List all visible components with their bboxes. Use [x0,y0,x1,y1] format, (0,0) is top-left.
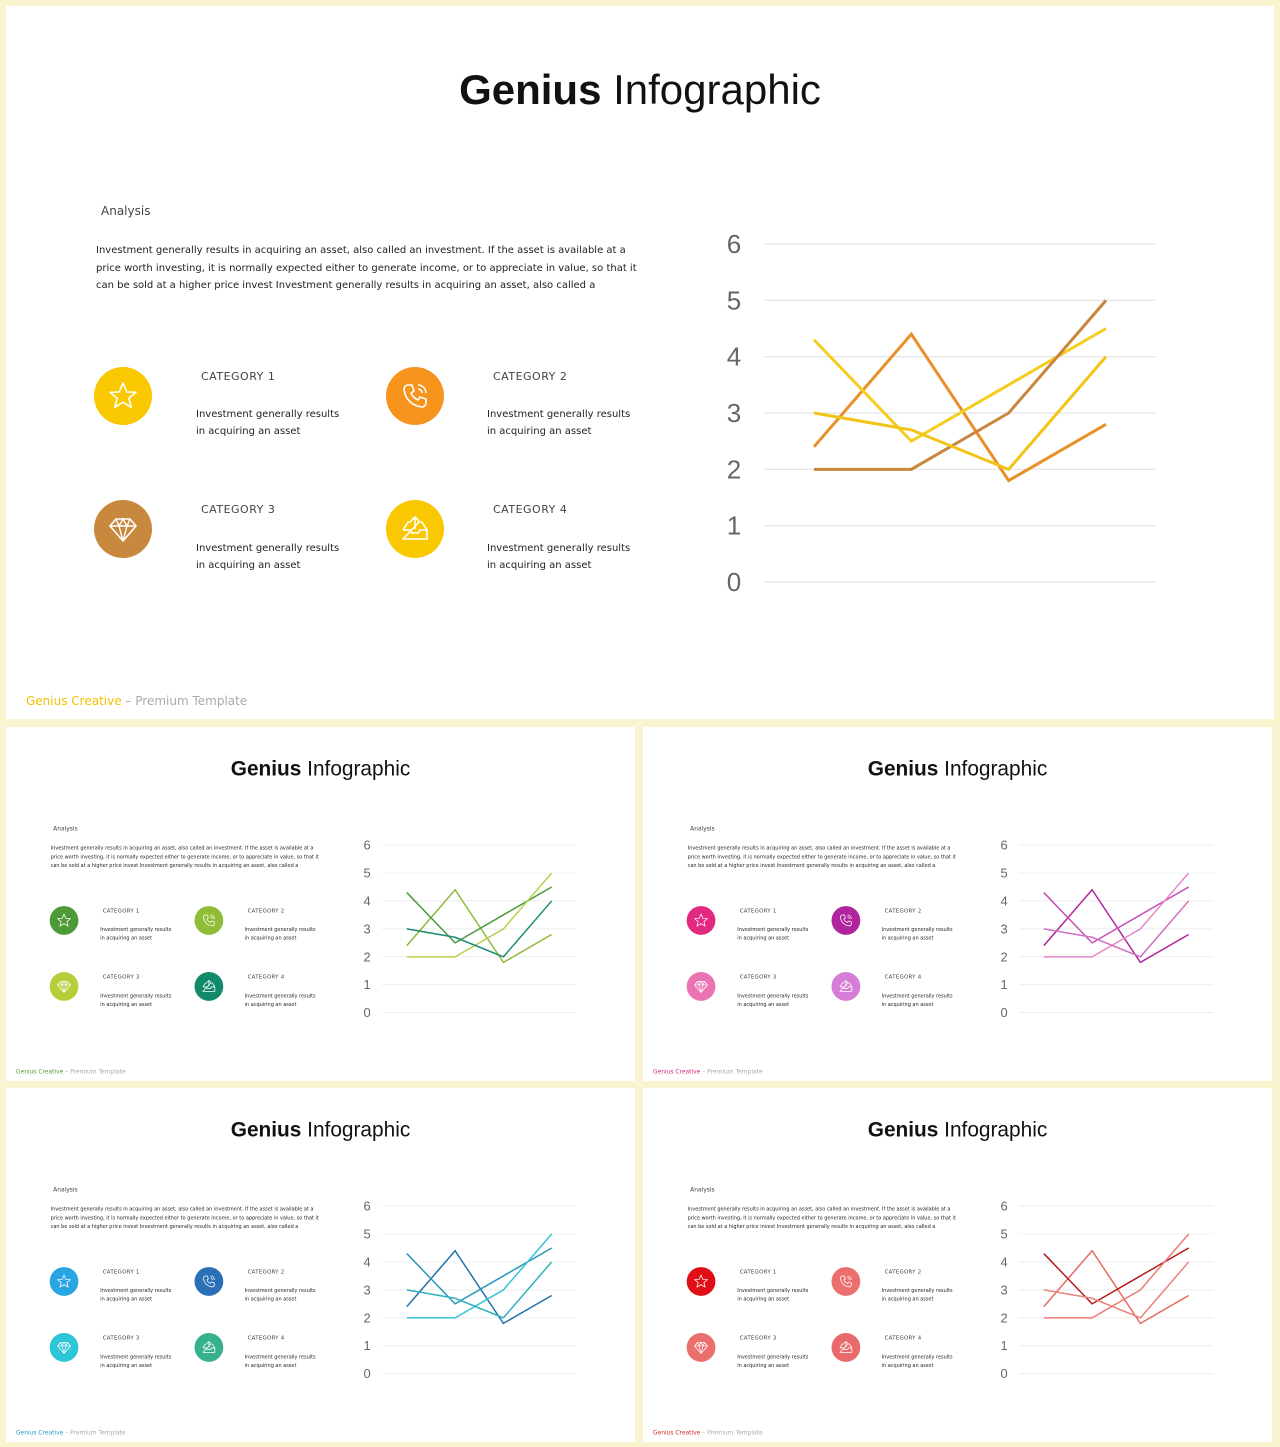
category-4-description: Investment generally results in acquiring an asset [881,993,953,1008]
y-tick-label: 1 [363,977,371,993]
footer [16,1429,126,1436]
title-bold: Genius [459,66,602,113]
footer-brand: Genius Creative [652,1429,701,1437]
y-tick-label: 6 [1000,837,1008,853]
category-4-description: Investment generally results in acquiring an asset [881,1354,953,1369]
y-tick-label: 1 [1000,977,1008,993]
category-4-description: Investment generally results in acquiring an asset [487,543,631,571]
y-tick-label: 0 [363,1005,371,1021]
title-bold: Genius [230,1117,302,1142]
y-tick-label: 0 [1000,1005,1008,1021]
y-tick-label: 5 [1000,865,1008,881]
category-3-description: Investment generally results in acquiring an asset [100,1354,172,1369]
footer [653,1068,763,1075]
category-4-label: CATEGORY 4 [884,973,922,980]
inbox-upload-icon [195,972,224,1001]
y-tick-label: 1 [1000,1338,1008,1354]
category-4-label: CATEGORY 4 [884,1334,922,1341]
category-1-description: Investment generally results in acquiring an asset [100,1287,172,1302]
slide-title [643,757,1272,781]
category-2-description: Investment generally results in acquiring an asset [244,926,316,941]
phone-icon [386,367,444,425]
y-tick-label: 4 [363,893,371,909]
category-1-description: Investment generally results in acquiring an asset [196,409,340,437]
footer-brand: Genius Creative [652,1068,701,1076]
title-bold: Genius [867,1117,939,1142]
y-tick-label: 3 [726,398,742,428]
category-2-description: Investment generally results in acquiring an asset [881,926,953,941]
category-4-label: CATEGORY 4 [247,973,285,980]
category-1-label: CATEGORY 1 [102,1268,140,1276]
category-3-label: CATEGORY 3 [739,973,777,980]
category-4-description: Investment generally results in acquiring an asset [244,1354,316,1369]
y-tick-label: 5 [363,865,371,881]
y-tick-label: 3 [1000,1282,1008,1298]
footer [16,1068,126,1075]
category-1-description: Investment generally results in acquiring an asset [737,1287,809,1302]
y-tick-label: 3 [363,1282,371,1298]
series-2-line [1044,1248,1189,1304]
category-2-description: Investment generally results in acquiring an asset [881,1287,953,1302]
analysis-paragraph: Investment generally results in acquiring an asset, also called an investment. If the asset is available at a price worth investing, it is normally expected either to generate income, or to appreciate in value, so that it can be sold at a higher price invest Investment generally results in acquiring an asset, also called a [687,1206,956,1230]
series-2-line [407,1248,552,1304]
footer-subtitle: Premium Template [70,1429,126,1437]
y-tick-label: 1 [363,1338,371,1354]
footer-brand: Genius Creative [26,694,122,708]
star-icon [50,906,79,935]
y-tick-label: 2 [363,1310,371,1326]
analysis-label: Analysis [53,1186,78,1194]
footer-brand: Genius Creative [15,1429,64,1437]
y-tick-label: 0 [726,567,742,597]
y-tick-label: 6 [726,229,742,259]
y-tick-label: 5 [363,1226,371,1242]
slide-magenta [643,727,1272,1081]
category-3-description: Investment generally results in acquiring an asset [737,1354,809,1369]
inbox-upload-icon [832,1333,861,1362]
category-4-description: Investment generally results in acquiring an asset [244,993,316,1008]
slide-title [6,66,1274,114]
footer-separator: – [63,1429,71,1437]
y-tick-label: 4 [363,1254,371,1270]
inbox-upload-icon [832,972,861,1001]
star-icon [687,906,716,935]
title-bold: Genius [867,756,939,781]
series-2-line [1044,887,1189,943]
category-3-description: Investment generally results in acquiring an asset [737,993,809,1008]
category-3-label: CATEGORY 3 [201,503,276,516]
y-tick-label: 3 [363,921,371,937]
diamond-icon [687,1333,716,1362]
title-bold: Genius [230,756,302,781]
category-1-label: CATEGORY 1 [739,1268,777,1276]
category-1-description: Investment generally results in acquiring an asset [100,926,172,941]
line-chart [706,226,1176,606]
category-3-label: CATEGORY 3 [102,1334,140,1341]
y-tick-label: 2 [1000,949,1008,965]
category-2-label: CATEGORY 2 [247,1268,285,1276]
analysis-paragraph: Investment generally results in acquiring an asset, also called an investment. If the asset is available at a price worth investing, it is normally expected either to generate income, or to appreciate in value, so that it can be sold at a higher price invest Investment generally results in acquiring an asset, also called a [50,845,319,869]
analysis-paragraph: Investment generally results in acquiring an asset, also called an investment. If the asset is available at a price worth investing, it is normally expected either to generate income, or to appreciate in value, so that it can be sold at a higher price invest Investment generally results in acquiring an asset, also called a [687,845,956,869]
slide-red [643,1088,1272,1442]
star-icon [50,1267,79,1296]
analysis-label: Analysis [690,1186,715,1194]
slide-green [6,727,635,1081]
slide-title [6,757,635,781]
line-chart [990,836,1223,1025]
y-tick-label: 1 [726,510,742,541]
category-3-label: CATEGORY 3 [102,973,140,980]
y-tick-label: 3 [1000,921,1008,937]
footer-brand: Genius Creative [15,1068,64,1076]
category-2-description: Investment generally results in acquiring an asset [244,1287,316,1302]
footer [26,694,247,708]
phone-icon [832,1267,861,1296]
inbox-upload-icon [195,1333,224,1362]
series-2-line [814,329,1106,442]
analysis-label: Analysis [53,825,78,833]
category-2-label: CATEGORY 2 [493,370,568,383]
y-tick-label: 4 [1000,893,1008,909]
y-tick-label: 0 [363,1366,371,1382]
analysis-paragraph: Investment generally results in acquiring an asset, also called an investment. If the asset is available at a price worth investing, it is normally expected either to generate income, or to appreciate in value, so that it can be sold at a higher price invest Investment generally results in acquiring an asset, also called a [50,1206,319,1230]
category-1-label: CATEGORY 1 [739,907,777,915]
y-tick-label: 5 [1000,1226,1008,1242]
y-tick-label: 5 [726,285,742,316]
category-1-label: CATEGORY 1 [201,370,276,383]
category-2-label: CATEGORY 2 [247,907,285,915]
footer-separator: – [700,1068,708,1076]
inbox-upload-icon [386,500,444,558]
diamond-icon [94,500,152,558]
diamond-icon [687,972,716,1001]
category-2-label: CATEGORY 2 [884,1268,922,1276]
phone-icon [195,906,224,935]
y-tick-label: 6 [363,837,371,853]
footer-subtitle: Premium Template [707,1429,763,1437]
y-tick-label: 0 [1000,1366,1008,1382]
y-tick-label: 2 [726,454,742,485]
footer-subtitle: Premium Template [135,694,248,708]
title-rest: Infographic [938,1117,1048,1142]
star-icon [687,1267,716,1296]
title-rest: Infographic [601,66,821,113]
footer [653,1429,763,1436]
category-4-label: CATEGORY 4 [247,1334,285,1341]
footer-separator: – [63,1068,71,1076]
footer-subtitle: Premium Template [70,1068,126,1076]
title-rest: Infographic [938,756,1048,781]
slide-blue [6,1088,635,1442]
line-chart [990,1197,1223,1386]
title-rest: Infographic [301,1117,411,1142]
category-4-label: CATEGORY 4 [493,503,568,516]
category-3-description: Investment generally results in acquiring an asset [100,993,172,1008]
analysis-paragraph: Investment generally results in acquiring an asset, also called an investment. If the asset is available at a price worth investing, it is normally expected either to generate income, or to appreciate in value, so that it can be sold at a higher price invest Investment generally results in acquiring an asset, also called a [96,245,637,291]
slide-title [643,1118,1272,1142]
slide-yellow [6,6,1274,719]
phone-icon [832,906,861,935]
y-tick-label: 2 [1000,1310,1008,1326]
category-2-label: CATEGORY 2 [884,907,922,915]
title-rest: Infographic [301,756,411,781]
footer-subtitle: Premium Template [707,1068,763,1076]
y-tick-label: 2 [363,949,371,965]
line-chart [353,836,586,1025]
analysis-label: Analysis [690,825,715,833]
phone-icon [195,1267,224,1296]
category-1-label: CATEGORY 1 [102,907,140,915]
diamond-icon [50,1333,79,1362]
footer-separator: – [700,1429,708,1437]
category-2-description: Investment generally results in acquiring an asset [487,409,631,437]
footer-separator: – [121,694,136,708]
y-tick-label: 4 [1000,1254,1008,1270]
analysis-label: Analysis [101,204,151,218]
category-1-description: Investment generally results in acquiring an asset [737,926,809,941]
line-chart [353,1197,586,1386]
category-3-description: Investment generally results in acquiring an asset [196,543,340,571]
y-tick-label: 6 [1000,1198,1008,1214]
series-2-line [407,887,552,943]
y-tick-label: 6 [363,1198,371,1214]
star-icon [94,367,152,425]
diamond-icon [50,972,79,1001]
category-3-label: CATEGORY 3 [739,1334,777,1341]
slide-title [6,1118,635,1142]
y-tick-label: 4 [726,341,742,372]
